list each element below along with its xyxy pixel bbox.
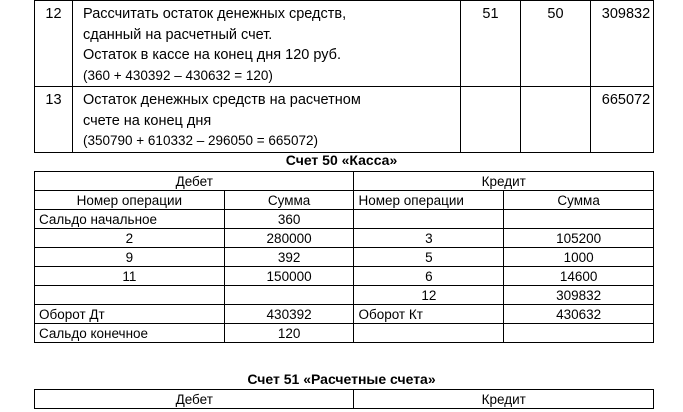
table-header-row bbox=[35, 172, 654, 191]
turnover-dt-value: 430392 bbox=[224, 305, 354, 324]
operation-number: 12 bbox=[35, 1, 73, 87]
operations-table bbox=[34, 0, 654, 153]
credit-op: 3 bbox=[354, 229, 504, 248]
table-row bbox=[35, 229, 654, 248]
empty-cell bbox=[504, 210, 654, 229]
debit-sum-header: Сумма bbox=[224, 191, 354, 210]
opening-balance-row bbox=[35, 210, 654, 229]
debit-op bbox=[35, 286, 225, 305]
debit-op: 9 bbox=[35, 248, 225, 267]
table-row bbox=[35, 267, 654, 286]
debit-sum: 392 bbox=[224, 248, 354, 267]
empty-cell bbox=[504, 324, 654, 343]
operation-row bbox=[35, 1, 654, 87]
calculation-line: (350790 + 610332 – 296050 = 665072) bbox=[83, 133, 318, 148]
account-50-title: Счет 50 «Касса» bbox=[285, 152, 398, 168]
operation-description bbox=[73, 1, 461, 87]
table-header-row bbox=[35, 191, 654, 210]
description-line: Остаток в кассе на конец дня 120 руб. bbox=[83, 47, 342, 63]
calculation-line: (360 + 430392 – 430632 = 120) bbox=[83, 67, 273, 83]
operation-number: 13 bbox=[35, 87, 73, 153]
empty-cell bbox=[354, 210, 504, 229]
closing-balance-row bbox=[35, 324, 654, 343]
debit-account bbox=[461, 87, 521, 153]
operation-amount: 309832 bbox=[591, 1, 654, 87]
credit-op: 5 bbox=[354, 248, 504, 267]
operation-row bbox=[35, 87, 654, 153]
credit-header: Кредит bbox=[354, 172, 654, 191]
turnover-kt-label: Оборот Кт bbox=[354, 305, 504, 324]
description-line: Остаток денежных средств на расчетном bbox=[83, 92, 361, 108]
description-line: сданный на расчетный счет. bbox=[83, 26, 273, 43]
credit-header: Кредит bbox=[354, 390, 654, 409]
credit-sum-header: Сумма bbox=[504, 191, 654, 210]
debit-account: 51 bbox=[461, 1, 521, 87]
opening-balance-value: 360 bbox=[224, 210, 354, 229]
credit-account bbox=[521, 87, 591, 153]
turnover-row bbox=[35, 305, 654, 324]
debit-header: Дебет bbox=[35, 390, 354, 409]
description-line: Рассчитать остаток денежных средств, bbox=[83, 6, 347, 22]
credit-op: 6 bbox=[354, 267, 504, 286]
debit-sum: 150000 bbox=[224, 267, 354, 286]
account-51-table bbox=[34, 389, 654, 409]
credit-sum: 105200 bbox=[504, 229, 654, 248]
account-51-title: Счет 51 «Расчетные счета» bbox=[247, 371, 436, 387]
debit-sum bbox=[224, 286, 354, 305]
turnover-kt-value: 430632 bbox=[504, 305, 654, 324]
table-header-row bbox=[35, 390, 654, 409]
turnover-dt-label: Оборот Дт bbox=[35, 305, 225, 324]
operation-amount: 665072 bbox=[591, 87, 654, 153]
debit-header: Дебет bbox=[35, 172, 354, 191]
closing-balance-value: 120 bbox=[224, 324, 354, 343]
table-row bbox=[35, 286, 654, 305]
credit-account: 50 bbox=[521, 1, 591, 87]
empty-cell bbox=[354, 324, 504, 343]
credit-sum: 14600 bbox=[504, 267, 654, 286]
debit-op: 11 bbox=[35, 267, 225, 286]
debit-op: 2 bbox=[35, 229, 225, 248]
operation-description bbox=[73, 87, 461, 153]
description-line: счете на конец дня bbox=[83, 112, 212, 129]
credit-op-header: Номер операции bbox=[354, 191, 504, 210]
debit-sum: 280000 bbox=[224, 229, 354, 248]
closing-balance-label: Сальдо конечное bbox=[35, 324, 225, 343]
debit-op-header: Номер операции bbox=[35, 191, 225, 210]
credit-sum: 1000 bbox=[504, 248, 654, 267]
credit-op: 12 bbox=[354, 286, 504, 305]
account-50-table bbox=[34, 171, 654, 343]
table-row bbox=[35, 248, 654, 267]
credit-sum: 309832 bbox=[504, 286, 654, 305]
opening-balance-label: Сальдо начальное bbox=[35, 210, 225, 229]
